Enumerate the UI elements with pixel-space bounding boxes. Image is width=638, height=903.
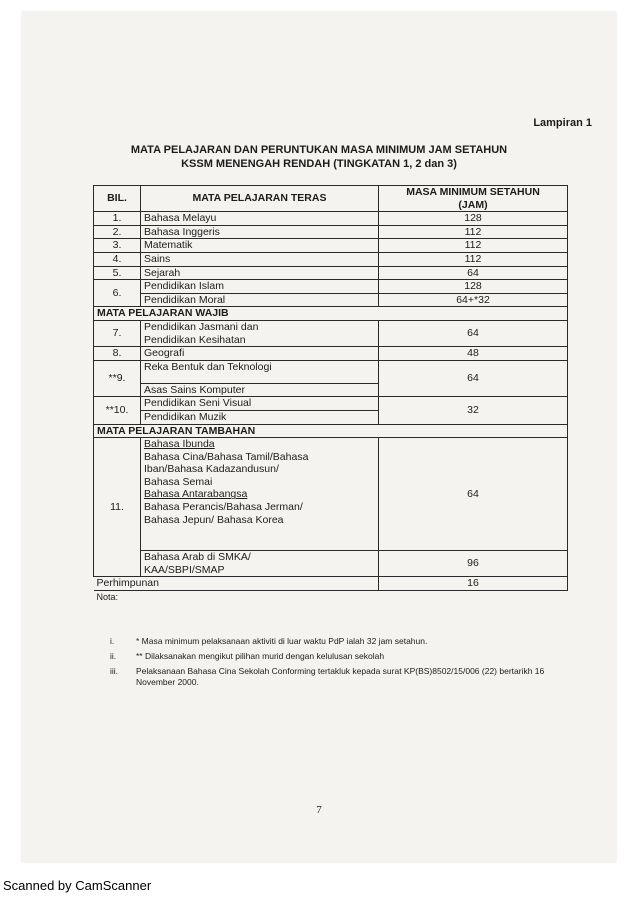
subject-line: KAA/SBPI/SMAP [144, 563, 225, 576]
table-row [94, 280, 568, 294]
note-item [110, 651, 576, 662]
header-subject: MATA PELAJARAN TERAS [141, 186, 379, 212]
header-time-line-1: MASA MINIMUM SETAHUN [406, 186, 540, 198]
row-number: 6. [94, 280, 141, 307]
subject-name: Pendidikan Moral [141, 293, 379, 307]
table-header-row [94, 186, 568, 212]
row-number: 3. [94, 239, 141, 253]
subject-name: Reka Bentuk dan Teknologi [141, 360, 379, 383]
table-row [94, 252, 568, 266]
subject-line: Bahasa Perancis/Bahasa Jerman/ [144, 501, 303, 514]
table-row [94, 577, 568, 591]
row-number: 11. [94, 438, 141, 577]
table-row [94, 266, 568, 280]
header-time [379, 186, 568, 212]
subject-line: Iban/Bahasa Kadazandusun/ [144, 463, 279, 476]
subject-name [141, 551, 379, 577]
table-row [94, 225, 568, 239]
table-row [94, 397, 568, 411]
section-heading-tambahan: MATA PELAJARAN TAMBAHAN [94, 424, 568, 438]
note-item [110, 636, 576, 647]
table-row [94, 239, 568, 253]
subject-hours: 128 [379, 280, 568, 294]
subject-name: Pendidikan Muzik [141, 410, 379, 424]
subject-line: Bahasa Ibunda [144, 438, 215, 451]
subject-line: Bahasa Cina/Bahasa Tamil/Bahasa [144, 450, 309, 463]
perhimpunan-label: Perhimpunan [94, 577, 379, 591]
header-bil: BIL. [94, 186, 141, 212]
row-number: 4. [94, 252, 141, 266]
row-number: 8. [94, 347, 141, 361]
subject-name: Bahasa Melayu [141, 212, 379, 226]
table-row [94, 293, 568, 307]
subject-line: Bahasa Arab di SMKA/ [144, 551, 251, 564]
subject-name: Sains [141, 252, 379, 266]
note-item [110, 666, 576, 688]
subject-hours: 64 [379, 320, 568, 346]
perhimpunan-hours: 16 [379, 577, 568, 591]
note-number: i. [110, 636, 115, 646]
table-row [94, 551, 568, 577]
subject-hours: 112 [379, 225, 568, 239]
subject-line: Bahasa Semai [144, 475, 213, 488]
page-number: 7 [316, 804, 322, 816]
notes-list [96, 636, 576, 688]
section-row [94, 424, 568, 438]
subject-hours: 112 [379, 239, 568, 253]
document-title-line-2: KSSM MENENGAH RENDAH (TINGKATAN 1, 2 dan 3) [181, 158, 457, 170]
row-number: 5. [94, 266, 141, 280]
subject-name: Pendidikan Seni Visual [141, 397, 379, 411]
row-number: **9. [94, 360, 141, 397]
subject-name: Bahasa Inggeris [141, 225, 379, 239]
subject-hours: 64 [379, 266, 568, 280]
scanner-watermark: Scanned by CamScanner [3, 878, 152, 893]
subject-name [141, 320, 379, 346]
nota-label: Nota: [96, 591, 119, 602]
subject-name [141, 438, 379, 551]
subject-line: Bahasa Jepun/ Bahasa Korea [144, 513, 284, 526]
row-number: 7. [94, 320, 141, 346]
subject-hours: 128 [379, 212, 568, 226]
subject-hours: 64 [379, 360, 568, 397]
table-row [94, 360, 568, 383]
lampiran-label: Lampiran 1 [533, 117, 592, 129]
note-number: iii. [110, 666, 119, 676]
nota-row [94, 590, 568, 603]
table-row [94, 438, 568, 551]
note-text: * Masa minimum pelaksanaan aktiviti di luar waktu PdP ialah 32 jam setahun. [136, 636, 428, 646]
section-heading-wajib: MATA PELAJARAN WAJIB [94, 307, 568, 321]
subject-name: Matematik [141, 239, 379, 253]
row-number: 1. [94, 212, 141, 226]
subject-hours: 64 [379, 438, 568, 551]
header-time-line-2: (JAM) [458, 198, 488, 211]
subject-allocation-table [93, 185, 568, 603]
row-number: 2. [94, 225, 141, 239]
subject-name: Asas Sains Komputer [141, 383, 379, 397]
note-text: Pelaksanaan Bahasa Cina Sekolah Conforming tertakluk kepada surat KP(BS)8502/15/006 (22) bertarikh 16 November 2000. [136, 666, 545, 687]
table-row [94, 320, 568, 346]
subject-name: Pendidikan Islam [141, 280, 379, 294]
table-row [94, 212, 568, 226]
subject-line: Pendidikan Jasmani dan [144, 320, 259, 333]
table-row [94, 347, 568, 361]
subject-line: Bahasa Antarabangsa [144, 488, 248, 501]
subject-hours: 112 [379, 252, 568, 266]
subject-name: Sejarah [141, 266, 379, 280]
subject-name: Geografi [141, 347, 379, 361]
section-row [94, 307, 568, 321]
note-text: ** Dilaksanakan mengikut pilihan murid dengan kelulusan sekolah [136, 651, 385, 661]
row-number: **10. [94, 397, 141, 424]
document-title-line-1: MATA PELAJARAN DAN PERUNTUKAN MASA MINIMUM JAM SETAHUN [130, 144, 508, 156]
subject-hours: 32 [379, 397, 568, 424]
subject-line: Pendidikan Kesihatan [144, 333, 246, 346]
subject-hours: 96 [379, 551, 568, 577]
note-number: ii. [110, 651, 117, 661]
subject-hours: 48 [379, 347, 568, 361]
subject-hours: 64+*32 [379, 293, 568, 307]
